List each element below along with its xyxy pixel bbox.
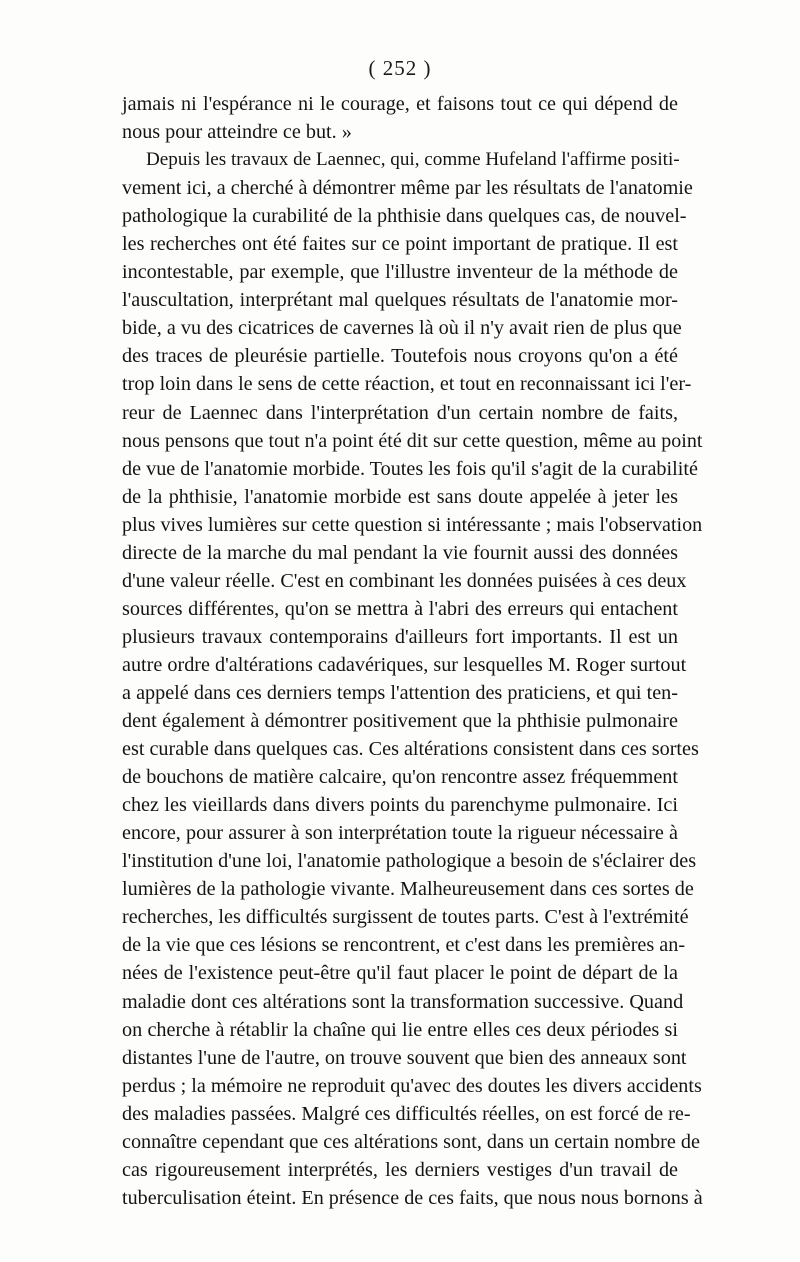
text-line: cas rigoureusement interprétés, les derniers vestiges d'un travail de [122,1158,678,1181]
text-line: distantes l'une de l'autre, on trouve souvent que bien des anneaux sont [122,1046,687,1069]
text-line: chez les vieillards dans divers points du parenchyme pulmonaire. Ici [122,794,678,817]
text-line: autre ordre d'altérations cadavériques, sur lesquelles M. Roger surtout [122,653,687,676]
paragraph [122,146,703,1212]
text-line: encore, pour assurer à son interprétation toute la rigueur nécessaire à [122,822,678,845]
text-line: nées de l'existence peut-être qu'il faut placer le point de départ de la [122,962,678,985]
text-line: Depuis les travaux de Laennec, qui, comme Hufeland l'affirme positi- [146,149,680,171]
text-line: reur de Laennec dans l'interprétation d'un certain nombre de faits, [122,401,678,424]
text-line: tuberculisation éteint. En présence de ces faits, que nous nous bornons à [122,1186,703,1209]
text-line: jamais ni l'espérance ni le courage, et faisons tout ce qui dépend de [122,93,678,115]
text-line: trop loin dans le sens de cette réaction, et tout en reconnaissant ici l'er- [122,373,692,396]
text-line: vement ici, a cherché à démontrer même par les résultats de l'anatomie [122,177,693,200]
text-line: les recherches ont été faites sur ce point important de pratique. Il est [122,233,678,256]
text-line: plusieurs travaux contemporains d'ailleurs fort importants. Il est un [122,625,678,648]
text-line: des traces de pleurésie partielle. Toutefois nous croyons qu'on a été [122,345,678,368]
text-line: a appelé dans ces derniers temps l'attention des praticiens, et qui ten- [122,681,678,704]
text-line: l'auscultation, interprétant mal quelques résultats de l'anatomie mor- [122,289,678,312]
text-line: nous pour atteindre ce but. » [122,121,352,144]
text-line: bide, a vu des cicatrices de cavernes là où il n'y avait rien de plus que [122,317,682,340]
text-line: dent également à démontrer positivement que la phthisie pulmonaire [122,710,678,733]
text-line: lumières de la pathologie vivante. Malheureusement dans ces sortes de [122,878,694,901]
text-line: pathologique la curabilité de la phthisie dans quelques cas, de nouvel- [122,205,687,228]
text-line: de bouchons de matière calcaire, qu'on rencontre assez fréquemment [122,766,678,789]
text-line: perdus ; la mémoire ne reproduit qu'avec des doutes les divers accidents [122,1074,702,1097]
text-line: incontestable, par exemple, que l'illustre inventeur de la méthode de [122,261,678,284]
text-line: directe de la marche du mal pendant la vie fournit aussi des données [122,541,678,564]
text-line: de la phthisie, l'anatomie morbide est sans doute appelée à jeter les [122,485,678,508]
text-line: nous pensons que tout n'a point été dit sur cette question, même au point [122,429,703,452]
text-line: d'une valeur réelle. C'est en combinant les données puisées à ces deux [122,569,687,592]
text-line: recherches, les difficultés surgissent de toutes parts. C'est à l'extrémité [122,906,689,929]
paragraph [122,90,678,146]
text-line: de la vie que ces lésions se rencontrent, et c'est dans les premières an- [122,934,686,957]
text-line: plus vives lumières sur cette question si intéressante ; mais l'observation [122,513,703,536]
text-line: maladie dont ces altérations sont la transformation successive. Quand [122,990,684,1013]
page-number: ( 252 ) [368,56,432,80]
text-line: de vue de l'anatomie morbide. Toutes les fois qu'il s'agit de la curabilité [122,457,698,480]
text-line: est curable dans quelques cas. Ces altérations consistent dans ces sortes [122,738,699,761]
text-line: on cherche à rétablir la chaîne qui lie entre elles ces deux périodes si [122,1018,678,1041]
text-line: sources différentes, qu'on se mettra à l'abri des erreurs qui entachent [122,597,678,620]
text-line: des maladies passées. Malgré ces difficultés réelles, on est forcé de re- [122,1102,691,1125]
body-text [122,90,703,1212]
text-line: connaître cependant que ces altérations sont, dans un certain nombre de [122,1130,700,1153]
text-line: l'institution d'une loi, l'anatomie pathologique a besoin de s'éclairer des [122,850,697,873]
